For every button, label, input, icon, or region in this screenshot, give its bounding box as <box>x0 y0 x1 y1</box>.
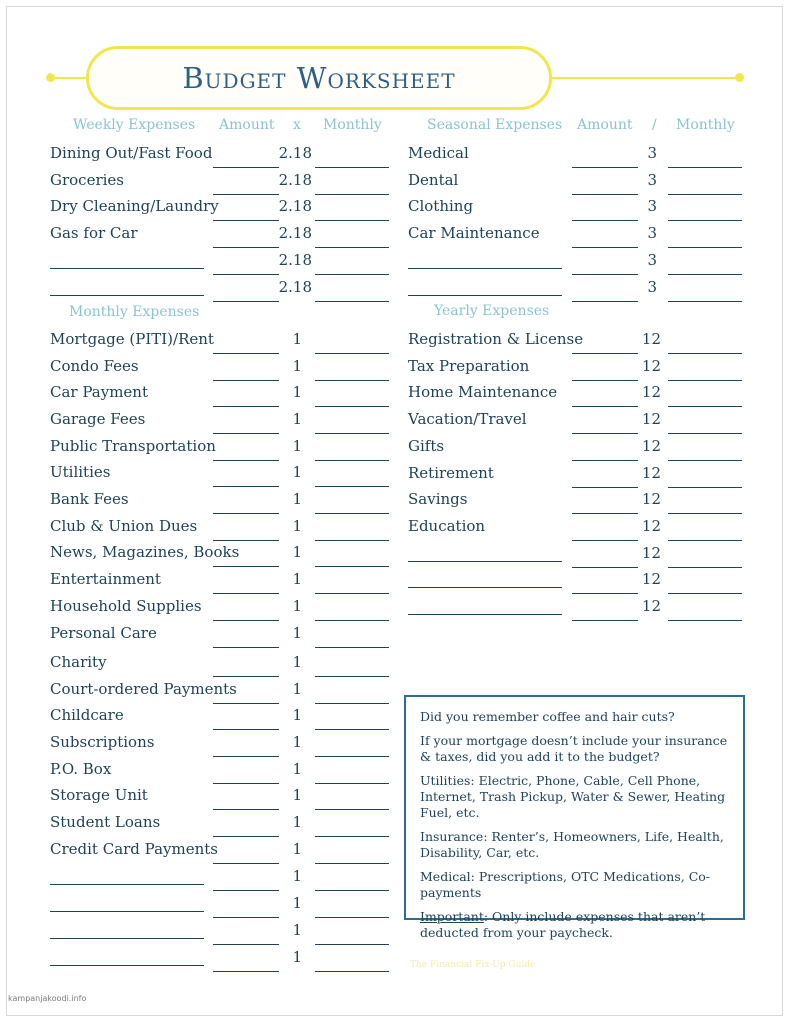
yearly-amount-line[interactable] <box>572 380 638 381</box>
weekly-row-label: Dry Cleaning/Laundry <box>50 197 219 216</box>
seasonal-blank-label-line[interactable] <box>408 295 562 296</box>
monthly-row-label: Student Loans <box>50 813 161 831</box>
seasonal-row-label: Car Maintenance <box>408 224 540 243</box>
monthly-factor: 1 <box>292 597 302 615</box>
yearly-row <box>0 463 791 489</box>
reminder-notes-box <box>404 695 745 940</box>
yearly-monthly-line[interactable] <box>668 460 742 461</box>
monthly-factor: 1 <box>292 840 302 858</box>
weekly-header-monthly: Monthly <box>323 117 382 133</box>
yearly-row <box>0 409 791 435</box>
seasonal-factor: 3 <box>647 144 657 162</box>
yearly-amount-line[interactable] <box>572 620 638 621</box>
monthly-row-label: Entertainment <box>50 570 161 588</box>
yearly-monthly-line[interactable] <box>668 540 742 541</box>
yearly-monthly-line[interactable] <box>668 567 742 568</box>
monthly-row-label: Club & Union Dues <box>50 517 198 535</box>
seasonal-row <box>0 223 791 249</box>
monthly-amount-line[interactable] <box>213 809 279 810</box>
seasonal-factor: 3 <box>647 250 657 269</box>
seasonal-amount-line[interactable] <box>572 220 638 221</box>
yearly-factor: 12 <box>641 490 661 509</box>
yearly-row <box>0 516 791 542</box>
seasonal-row-label: Clothing <box>408 197 474 216</box>
monthly-row-label: Utilities <box>50 463 111 481</box>
note-important <box>420 909 729 941</box>
monthly-amount-line[interactable] <box>213 890 279 891</box>
yearly-monthly-line[interactable] <box>668 353 742 354</box>
monthly-monthly-line[interactable] <box>315 836 389 837</box>
yearly-factor: 12 <box>641 463 661 482</box>
seasonal-monthly-line[interactable] <box>668 220 742 221</box>
seasonal-amount-line[interactable] <box>572 274 638 275</box>
yearly-amount-line[interactable] <box>572 460 638 461</box>
weekly-header-operator: x <box>293 117 301 133</box>
monthly-row-label: Household Supplies <box>50 597 202 615</box>
weekly-factor: 2.18 <box>278 250 312 269</box>
yearly-factor: 12 <box>641 597 661 615</box>
monthly-row-label: Childcare <box>50 706 124 724</box>
weekly-factor: 2.18 <box>278 144 312 162</box>
title-dot-right <box>735 73 744 82</box>
monthly-monthly-line[interactable] <box>315 863 389 864</box>
yearly-row <box>0 543 791 569</box>
page-title: Budget Worksheet <box>182 61 456 95</box>
monthly-amount-line[interactable] <box>213 729 279 730</box>
monthly-factor: 1 <box>292 357 302 375</box>
yearly-row-label: Registration & License <box>408 330 584 348</box>
title-dot-left <box>46 73 55 82</box>
weekly-header-amount: Amount <box>219 117 275 133</box>
yearly-row <box>0 489 791 515</box>
seasonal-factor: 3 <box>647 277 657 296</box>
monthly-blank-label-line[interactable] <box>50 965 204 966</box>
yearly-factor: 12 <box>641 356 661 375</box>
yearly-amount-line[interactable] <box>572 487 638 488</box>
monthly-amount-line[interactable] <box>213 676 279 677</box>
monthly-factor: 1 <box>292 517 302 535</box>
yearly-row-label: Vacation/Travel <box>408 410 527 429</box>
title-line-right <box>550 77 740 79</box>
monthly-amount-line[interactable] <box>213 756 279 757</box>
monthly-row-label: P.O. Box <box>50 760 112 778</box>
footer-faint-text: The Financial Fix-Up Guide <box>410 960 536 970</box>
monthly-factor: 1 <box>292 383 302 401</box>
weekly-header-label: Weekly Expenses <box>73 117 196 133</box>
title-line-left <box>50 77 90 79</box>
yearly-monthly-line[interactable] <box>668 620 742 621</box>
monthly-factor: 1 <box>292 706 302 724</box>
monthly-factor: 1 <box>292 437 302 455</box>
monthly-monthly-line[interactable] <box>315 917 389 918</box>
seasonal-factor: 3 <box>647 197 657 216</box>
yearly-amount-line[interactable] <box>572 433 638 434</box>
monthly-factor: 1 <box>292 894 302 912</box>
yearly-row-label: Gifts <box>408 436 445 455</box>
monthly-factor: 1 <box>292 624 302 642</box>
monthly-row-label: Garage Fees <box>50 410 146 428</box>
monthly-factor: 1 <box>292 733 302 751</box>
yearly-monthly-line[interactable] <box>668 380 742 381</box>
weekly-factor: 2.18 <box>278 224 312 243</box>
monthly-factor: 1 <box>292 570 302 588</box>
seasonal-amount-line[interactable] <box>572 247 638 248</box>
yearly-header-label: Yearly Expenses <box>434 303 550 319</box>
monthly-factor: 1 <box>292 543 302 561</box>
yearly-factor: 12 <box>641 383 661 402</box>
monthly-factor: 1 <box>292 867 302 885</box>
yearly-amount-line[interactable] <box>572 353 638 354</box>
yearly-row <box>0 596 791 622</box>
monthly-blank-label-line[interactable] <box>50 938 204 939</box>
yearly-row-label: Tax Preparation <box>408 356 530 375</box>
weekly-row-label: Gas for Car <box>50 224 138 243</box>
seasonal-monthly-line[interactable] <box>668 274 742 275</box>
seasonal-monthly-line[interactable] <box>668 194 742 195</box>
monthly-monthly-line[interactable] <box>315 756 389 757</box>
monthly-row-label: Mortgage (PITI)/Rent <box>50 330 214 348</box>
monthly-monthly-line[interactable] <box>315 890 389 891</box>
monthly-factor: 1 <box>292 330 302 348</box>
monthly-amount-line[interactable] <box>213 944 279 945</box>
monthly-amount-line[interactable] <box>213 836 279 837</box>
monthly-factor: 1 <box>292 680 302 698</box>
seasonal-header-label: Seasonal Expenses <box>427 117 563 133</box>
monthly-factor: 1 <box>292 786 302 804</box>
note-medical: Medical: Prescriptions, OTC Medications, Co-payments <box>420 869 711 900</box>
seasonal-monthly-line[interactable] <box>668 247 742 248</box>
monthly-amount-line[interactable] <box>213 703 279 704</box>
note-insurance: Insurance: Renter’s, Homeowners, Life, Health, Disability, Car, etc. <box>420 829 724 860</box>
yearly-row <box>0 329 791 355</box>
monthly-row <box>0 947 791 973</box>
monthly-factor: 1 <box>292 760 302 778</box>
important-label: Important <box>420 909 484 924</box>
seasonal-row <box>0 170 791 196</box>
monthly-factor: 1 <box>292 490 302 508</box>
monthly-factor: 1 <box>292 653 302 671</box>
monthly-row-label: Personal Care <box>50 624 157 642</box>
monthly-factor: 1 <box>292 410 302 428</box>
weekly-factor: 2.18 <box>278 277 312 296</box>
seasonal-header-amount: Amount <box>577 117 633 133</box>
note-coffee: Did you remember coffee and hair cuts? <box>420 709 675 724</box>
yearly-amount-line[interactable] <box>572 593 638 594</box>
yearly-row-label: Home Maintenance <box>408 383 558 402</box>
monthly-row <box>0 652 791 678</box>
monthly-amount-line[interactable] <box>213 971 279 972</box>
monthly-monthly-line[interactable] <box>315 971 389 972</box>
monthly-header-label: Monthly Expenses <box>69 304 200 320</box>
yearly-factor: 12 <box>641 330 661 348</box>
monthly-monthly-line[interactable] <box>315 729 389 730</box>
seasonal-row <box>0 143 791 169</box>
monthly-amount-line[interactable] <box>213 647 279 648</box>
yearly-row <box>0 382 791 408</box>
yearly-row <box>0 436 791 462</box>
seasonal-blank-label-line[interactable] <box>408 268 562 269</box>
seasonal-amount-line[interactable] <box>572 194 638 195</box>
yearly-blank-label-line[interactable] <box>408 561 562 562</box>
monthly-factor: 1 <box>292 813 302 831</box>
monthly-blank-label-line[interactable] <box>50 911 204 912</box>
monthly-row-label: News, Magazines, Books <box>50 543 240 561</box>
monthly-row-label: Charity <box>50 653 107 671</box>
monthly-row-label: Subscriptions <box>50 733 155 751</box>
monthly-amount-line[interactable] <box>213 917 279 918</box>
monthly-factor: 1 <box>292 948 302 966</box>
yearly-blank-label-line[interactable] <box>408 587 562 588</box>
yearly-monthly-line[interactable] <box>668 593 742 594</box>
seasonal-row-label: Dental <box>408 170 459 189</box>
yearly-blank-label-line[interactable] <box>408 614 562 615</box>
seasonal-amount-line[interactable] <box>572 167 638 168</box>
yearly-factor: 12 <box>641 516 661 535</box>
monthly-row-label: Condo Fees <box>50 357 139 375</box>
yearly-factor: 12 <box>641 570 661 589</box>
yearly-row-label: Savings <box>408 490 468 509</box>
seasonal-amount-line[interactable] <box>572 301 638 302</box>
monthly-monthly-line[interactable] <box>315 647 389 648</box>
monthly-monthly-line[interactable] <box>315 944 389 945</box>
yearly-amount-line[interactable] <box>572 540 638 541</box>
yearly-amount-line[interactable] <box>572 567 638 568</box>
weekly-row-label: Groceries <box>50 170 125 189</box>
yearly-monthly-line[interactable] <box>668 513 742 514</box>
seasonal-factor: 3 <box>647 170 657 189</box>
seasonal-row <box>0 196 791 222</box>
monthly-row-label: Public Transportation <box>50 437 216 455</box>
yearly-amount-line[interactable] <box>572 513 638 514</box>
monthly-row-label: Bank Fees <box>50 490 129 508</box>
monthly-row-label: Storage Unit <box>50 786 148 804</box>
seasonal-row <box>0 250 791 276</box>
yearly-row-label: Education <box>408 516 486 535</box>
seasonal-factor: 3 <box>647 224 657 243</box>
seasonal-monthly-line[interactable] <box>668 301 742 302</box>
weekly-factor: 2.18 <box>278 197 312 216</box>
seasonal-header-monthly: Monthly <box>676 117 735 133</box>
monthly-factor: 1 <box>292 463 302 481</box>
monthly-monthly-line[interactable] <box>315 676 389 677</box>
seasonal-header-operator: / <box>652 117 657 133</box>
yearly-row-label: Retirement <box>408 463 494 482</box>
seasonal-row <box>0 277 791 303</box>
watermark: kampanjakoodi.info <box>8 994 87 1003</box>
yearly-row <box>0 356 791 382</box>
monthly-factor: 1 <box>292 921 302 939</box>
yearly-amount-line[interactable] <box>572 406 638 407</box>
important-text: : Only include expenses that aren’t deducted from your paycheck. <box>420 909 706 940</box>
yearly-monthly-line[interactable] <box>668 487 742 488</box>
note-mortgage: If your mortgage doesn’t include your insurance & taxes, did you add it to the budget? <box>420 733 728 764</box>
yearly-row <box>0 569 791 595</box>
monthly-row <box>0 623 791 649</box>
monthly-blank-label-line[interactable] <box>50 884 204 885</box>
monthly-row-label: Court-ordered Payments <box>50 680 237 698</box>
monthly-amount-line[interactable] <box>213 783 279 784</box>
monthly-row-label: Car Payment <box>50 383 148 401</box>
seasonal-row-label: Medical <box>408 144 469 162</box>
note-utilities: Utilities: Electric, Phone, Cable, Cell Phone, Internet, Trash Pickup, Water & Sewer, Heating Fuel, etc. <box>420 773 726 820</box>
yearly-factor: 12 <box>641 543 661 562</box>
weekly-factor: 2.18 <box>278 170 312 189</box>
monthly-monthly-line[interactable] <box>315 783 389 784</box>
monthly-monthly-line[interactable] <box>315 809 389 810</box>
monthly-amount-line[interactable] <box>213 863 279 864</box>
yearly-monthly-line[interactable] <box>668 406 742 407</box>
yearly-factor: 12 <box>641 436 661 455</box>
weekly-row-label: Dining Out/Fast Food <box>50 144 213 162</box>
monthly-monthly-line[interactable] <box>315 703 389 704</box>
yearly-monthly-line[interactable] <box>668 433 742 434</box>
seasonal-monthly-line[interactable] <box>668 167 742 168</box>
yearly-factor: 12 <box>641 410 661 429</box>
monthly-row-label: Credit Card Payments <box>50 840 219 858</box>
